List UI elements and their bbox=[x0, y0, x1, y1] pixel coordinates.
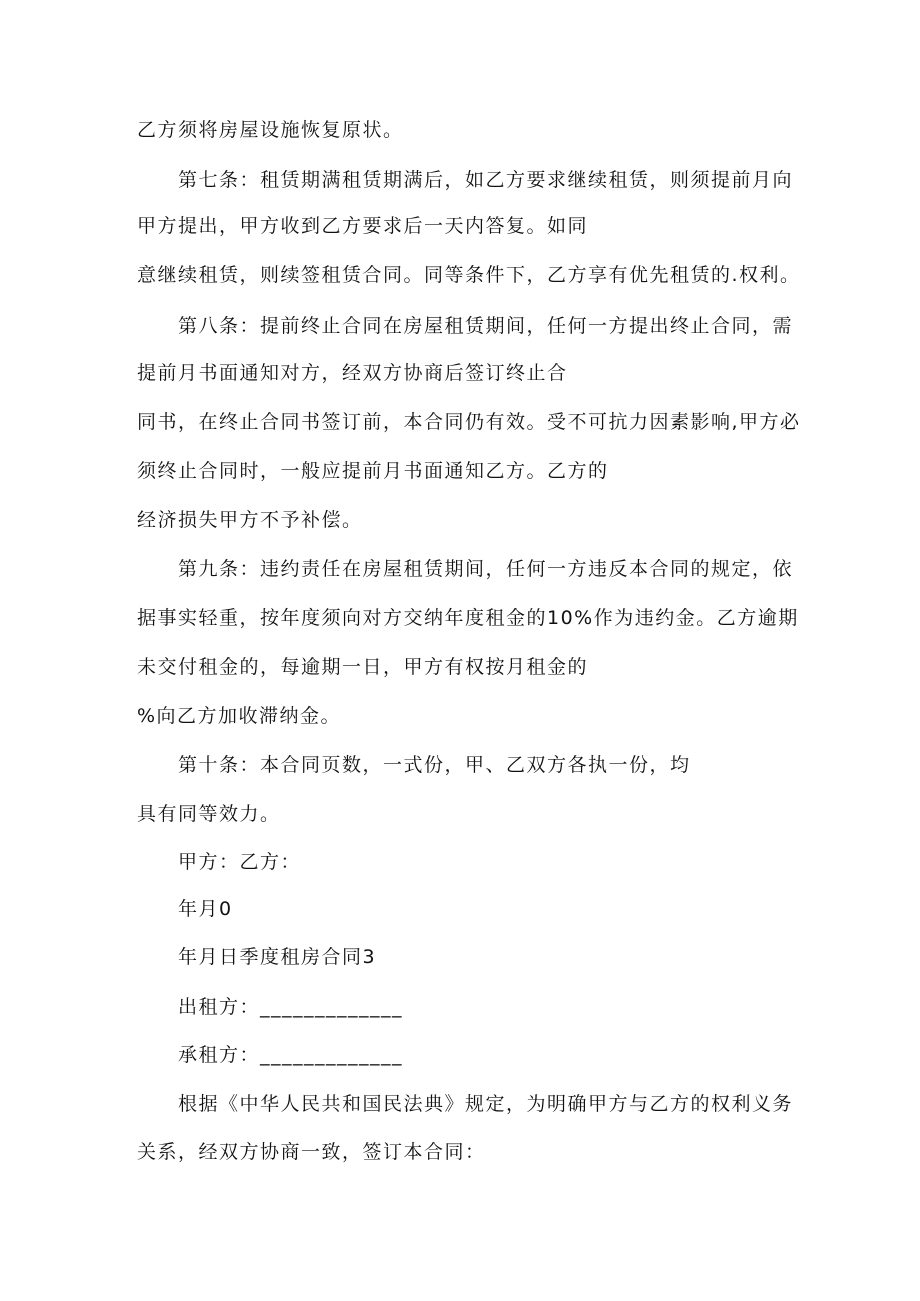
article-8-heading: 第八条：提前终止合同在房屋租赁期间，任何一方提出终止合同，需 bbox=[178, 315, 794, 337]
text-line-15: 具有同等效力。 bbox=[137, 803, 281, 825]
preamble-line-1: 根据《中华人民共和国民法典》规定，为明确甲方与乙方的权利义务 bbox=[178, 1093, 794, 1115]
text-line-8: 须终止合同时，一般应提前月书面通知乙方。乙方的 bbox=[137, 460, 609, 482]
article-10-heading: 第十条：本合同页数，一式份，甲、乙双方各执一份，均 bbox=[178, 754, 691, 776]
text-line-4: 意继续租赁，则续签租赁合同。同等条件下，乙方享有优先租赁的.权利。 bbox=[137, 264, 801, 286]
contract-title: 年月日季度租房合同3 bbox=[178, 946, 377, 968]
lessee-field: 承租方：_____________ bbox=[178, 1044, 404, 1066]
text-line-13: %向乙方加收滞纳金。 bbox=[137, 705, 342, 727]
text-line-1: 乙方须将房屋设施恢复原状。 bbox=[137, 119, 404, 141]
text-line-6: 提前月书面通知对方，经双方协商后签订终止合 bbox=[137, 362, 568, 384]
date-line: 年月0 bbox=[178, 898, 233, 920]
text-line-3: 甲方提出，甲方收到乙方要求后一天内答复。如同 bbox=[137, 215, 589, 237]
text-line-7: 同书，在终止合同书签订前，本合同仍有效。受不可抗力因素影响,甲方必 bbox=[137, 411, 801, 433]
signature-parties: 甲方：乙方： bbox=[178, 851, 302, 873]
preamble-line-2: 关系，经双方协商一致，签订本合同： bbox=[137, 1141, 486, 1163]
lessor-field: 出租方：_____________ bbox=[178, 996, 404, 1018]
article-9-heading: 第九条：违约责任在房屋租赁期间，任何一方违反本合同的规定，依 bbox=[178, 558, 794, 580]
text-line-9: 经济损失甲方不予补偿。 bbox=[137, 509, 363, 531]
article-7-heading: 第七条：租赁期满租赁期满后，如乙方要求继续租赁，则须提前月向 bbox=[178, 169, 794, 191]
text-line-11: 据事实轻重，按年度须向对方交纳年度租金的10%作为违约金。乙方逾期 bbox=[137, 607, 799, 629]
text-line-12: 未交付租金的，每逾期一日，甲方有权按月租金的 bbox=[137, 656, 589, 678]
